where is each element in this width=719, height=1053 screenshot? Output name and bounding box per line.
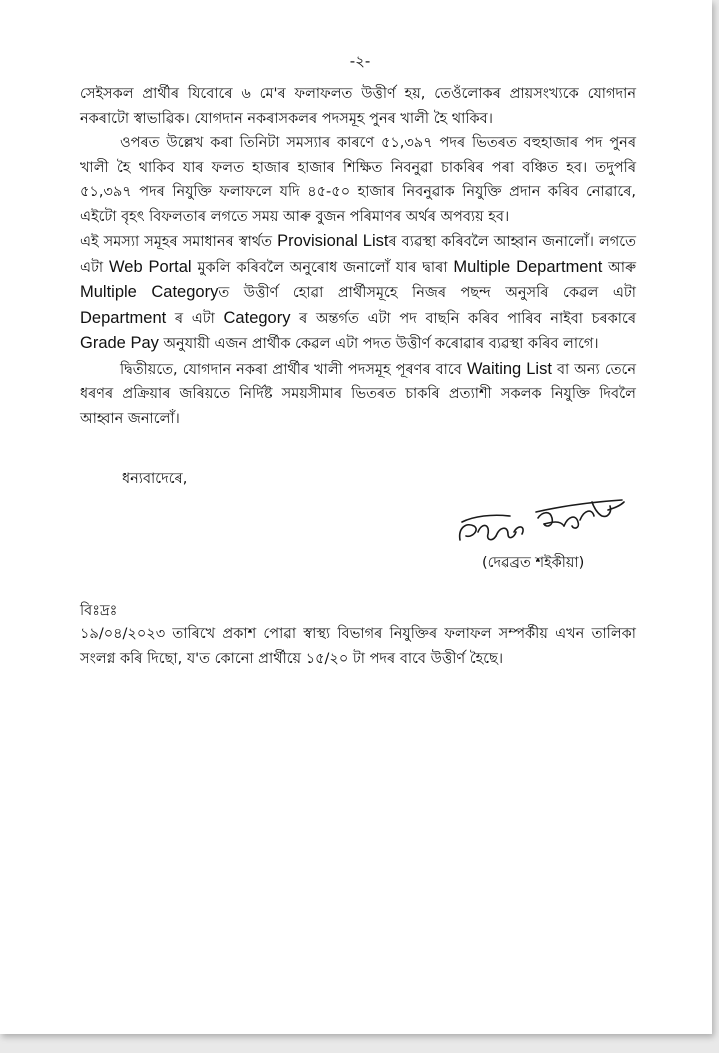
- ps-heading: বিঃদ্ৰঃ: [80, 603, 118, 619]
- handwritten-signature: [452, 492, 632, 552]
- latin-term: Web Portal: [109, 257, 192, 276]
- latin-term: Multiple Department: [453, 257, 603, 276]
- letter-body: [80, 82, 636, 431]
- latin-term: Provisional List: [277, 232, 389, 250]
- latin-term: Department: [80, 308, 167, 327]
- paragraph-4: দ্বিতীয়তে, যোগদান নকৰা প্ৰাৰ্থীৰ খালী পদসমূহ পূৰণৰ বাবে Waiting List বা অন্য তেনে ধৰণৰ প্ৰক্ৰিয়াৰ জৰিয়তে নিৰ্দিষ্ট সময়সীমাৰ ভিতৰত চাকৰি প্ৰত্যাশী সকলক নিযুক্তি দিবলৈ আহ্বান জনালোঁ।: [80, 359, 637, 427]
- latin-term: Multiple Category: [80, 283, 219, 301]
- ps-text: ১৯/০৪/২০২৩ তাৰিখে প্ৰকাশ পোৱা স্বাস্থ্য বিভাগৰ নিযুক্তিৰ ফলাফল সম্পৰ্কীয় এখন তালিকা সংলগ্ন কৰি দিছো, য'ত কোনো প্ৰাৰ্থীয়ে ১৫/২০ টা পদৰ বাবে উত্তীৰ্ণ হৈছে।: [80, 626, 636, 667]
- closing-salutation: ধন্যবাদেৰে,: [122, 471, 188, 487]
- paragraph-3: এই সমস্যা সমূহৰ সমাধানৰ স্বাৰ্থত Provisional Listৰ ব্যৱস্থা কৰিবলৈ আহ্বান জনালোঁ। লগতে এটা Web Portal মুকলি কৰিবলৈ অনুৰোধ জনালোঁ যাৰ দ্বাৰা Multiple Department আৰু Multiple Categoryত উত্তীৰ্ণ হোৱা প্ৰাৰ্থীসমূহে নিজৰ পছন্দ অনুসৰি কেৱল এটা Department ৰ এটা Category ৰ অন্তৰ্গত এটা পদ বাছনি কৰিব পাৰিব নাইবা চৰকাৰে Grade Pay অনুযায়ী এজন প্ৰাৰ্থীক কেৱল এটা পদত উত্তীৰ্ণ কৰোৱাৰ ব্যৱস্থা কৰিব লাগে।: [80, 232, 637, 352]
- paragraph-2: ওপৰত উল্লেখ কৰা তিনিটা সমস্যাৰ কাৰণে ৫১,৩৯৭ পদৰ ভিতৰত বহুহাজাৰ পদ পুনৰ খালী হৈ থাকিব যাৰ ফলত হাজাৰ হাজাৰ শিক্ষিত নিবনুৱা চাকৰিৰ পৰা বঞ্চিত হব। তদুপৰি ৫১,৩৯৭ পদৰ নিযুক্তি ফলাফলে যদি ৪৫-৫০ হাজাৰ নিবনুৱাক নিযুক্তি প্ৰদান কৰিব নোৱাৰে, এইটো বৃহৎ বিফলতাৰ লগতে সময় আৰু বুজন পৰিমাণৰ অৰ্থৰ অপব্যয় হব।: [80, 135, 636, 225]
- latin-term: Grade Pay: [80, 334, 159, 352]
- latin-term: Category: [223, 308, 291, 327]
- latin-term: Waiting List: [466, 359, 552, 378]
- page-number: -২-: [349, 52, 371, 70]
- signer-name: (দেৱব্ৰত শইকীয়া): [482, 555, 585, 571]
- paragraph-1: সেইসকল প্ৰাৰ্থীৰ যিবোৰে ৬ মে'ৰ ফলাফলত উত্তীৰ্ণ হয়, তেওঁলোকৰ প্ৰায়সংখ্যকে যোগদান নকৰাটো স্বাভাৱিক। যোগদান নকৰাসকলৰ পদসমূহ পুনৰ খালী হৈ থাকিব।: [80, 86, 636, 127]
